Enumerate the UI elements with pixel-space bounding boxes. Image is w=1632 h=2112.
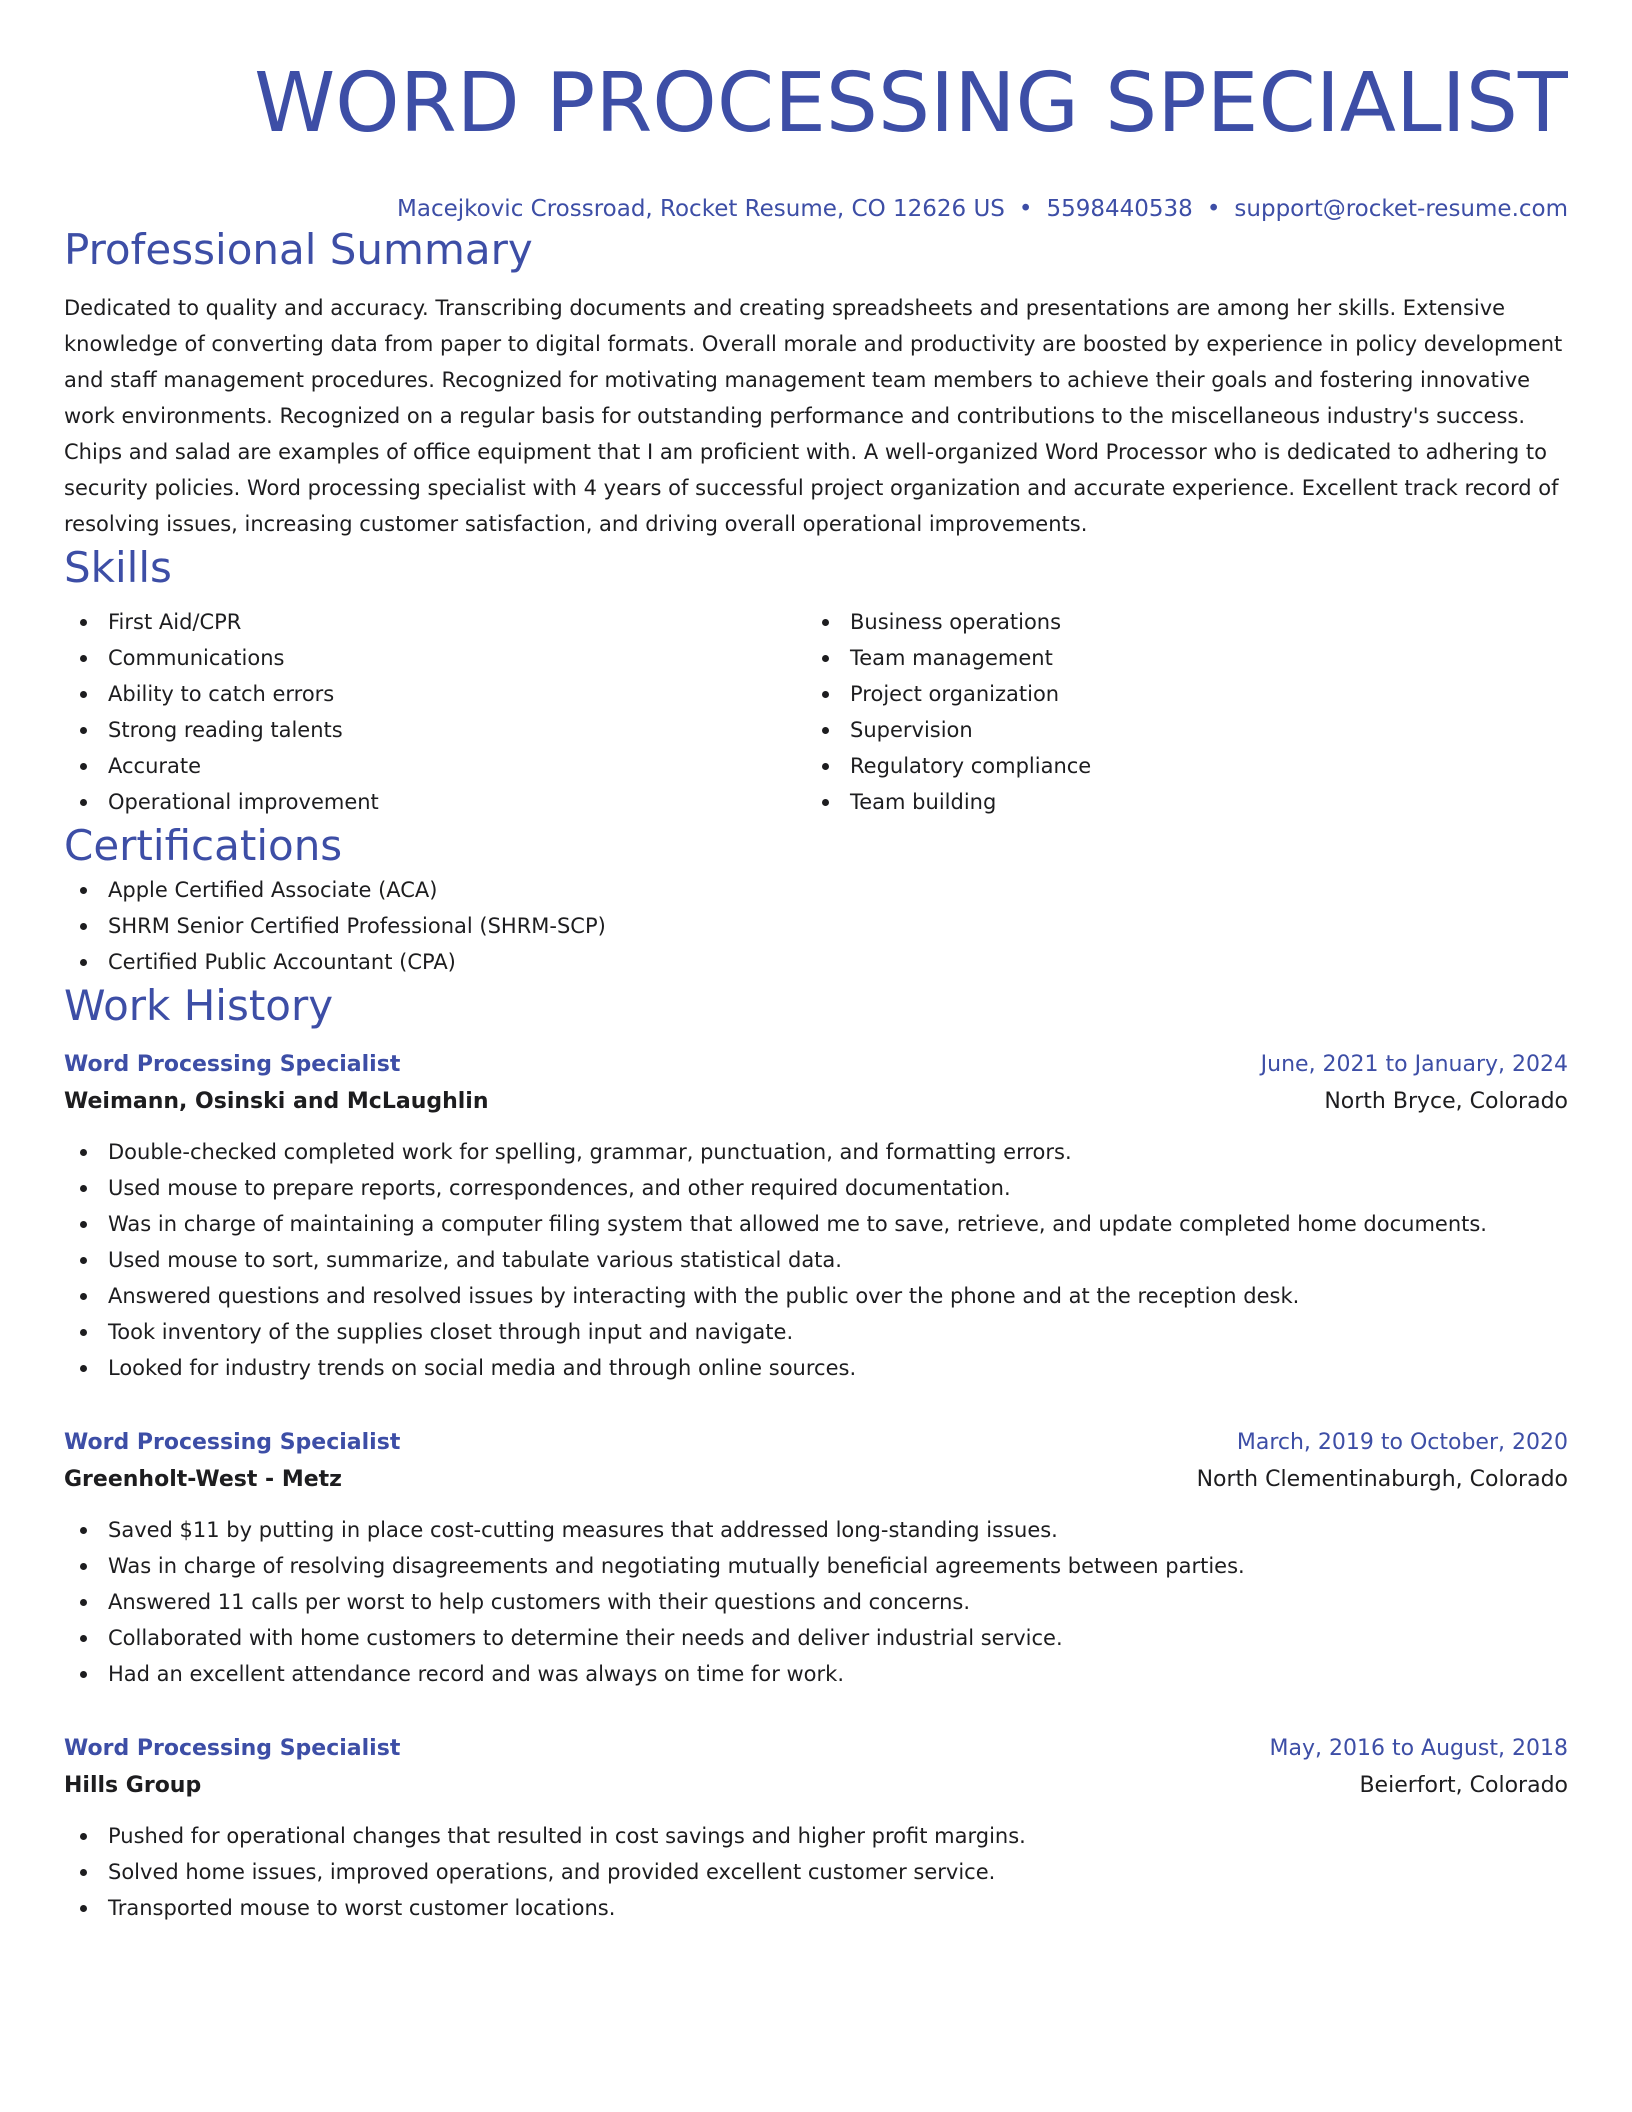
job-company-row	[64, 1082, 1568, 1122]
contact-email[interactable]: support@rocket-resume.com	[1234, 196, 1568, 222]
skill-item: Ability to catch errors	[64, 676, 806, 712]
job-entry	[64, 1732, 1568, 1926]
summary-section	[64, 224, 1568, 542]
skills-grid	[64, 604, 1568, 820]
job-bullet: Transported mouse to worst customer locations.	[64, 1890, 1568, 1926]
job-title: Word Processing Specialist	[64, 1052, 401, 1077]
job-dates: March, 2019 to October, 2020	[1236, 1430, 1568, 1455]
job-bullets	[64, 1818, 1568, 1926]
certifications-section	[64, 820, 1568, 980]
job-bullet: Solved home issues, improved operations, and provided excellent customer service.	[64, 1854, 1568, 1890]
skill-item: Project organization	[806, 676, 1548, 712]
job-location: North Clementinaburgh, Colorado	[1196, 1467, 1568, 1492]
contact-line	[64, 194, 1568, 224]
job-bullet: Answered 11 calls per worst to help customers with their questions and concerns.	[64, 1584, 1568, 1620]
resume-page	[64, 0, 1568, 2112]
job-bullet: Was in charge of resolving disagreements and negotiating mutually beneficial agreements between parties.	[64, 1548, 1568, 1584]
skills-section	[64, 542, 1568, 820]
job-dates: June, 2021 to January, 2024	[1260, 1052, 1568, 1077]
job-bullet: Used mouse to sort, summarize, and tabulate various statistical data.	[64, 1242, 1568, 1278]
contact-address: Macejkovic Crossroad, Rocket Resume, CO 12626 US	[397, 196, 1005, 222]
summary-text: Dedicated to quality and accuracy. Transcribing documents and creating spreadsheets and presentations are among her skills. Extensive knowledge of converting data from paper to digital formats. Overall morale and productivity are boosted by experience in policy development and staff management procedures. Recognized for motivating management team members to achieve their goals and fostering innovative work environments. Recognized on a regular basis for outstanding performance and contributions to the miscellaneous industry's success. Chips and salad are examples of office equipment that I am proficient with. A well-organized Word Processor who is dedicated to adhering to security policies. Word processing specialist with 4 years of successful project organization and accurate experience. Excellent track record of resolving issues, increasing customer satisfaction, and driving overall operational improvements.	[64, 296, 1563, 536]
skills-column-left	[64, 604, 806, 820]
job-bullet: Double-checked completed work for spelling, grammar, punctuation, and formatting errors.	[64, 1134, 1568, 1170]
certifications-list	[64, 872, 1568, 980]
job-title: Word Processing Specialist	[64, 1736, 401, 1761]
skills-column-right	[806, 604, 1548, 820]
contact-separator: •	[1206, 196, 1221, 222]
skill-item: Communications	[64, 640, 806, 676]
job-bullet: Collaborated with home customers to determine their needs and deliver industrial service.	[64, 1620, 1568, 1656]
job-dates: May, 2016 to August, 2018	[1269, 1736, 1568, 1761]
job-company: Weimann, Osinski and McLaughlin	[64, 1089, 489, 1114]
work-history-heading: Work History	[64, 981, 334, 1030]
skill-item: First Aid/CPR	[64, 604, 806, 640]
job-bullet: Used mouse to prepare reports, correspondences, and other required documentation.	[64, 1170, 1568, 1206]
job-company: Hills Group	[64, 1773, 202, 1798]
summary-heading: Professional Summary	[64, 225, 533, 274]
certification-item: SHRM Senior Certified Professional (SHRM-SCP)	[64, 908, 1568, 944]
job-bullet: Had an excellent attendance record and was always on time for work.	[64, 1656, 1568, 1692]
skill-item: Business operations	[806, 604, 1548, 640]
certification-item: Certified Public Accountant (CPA)	[64, 944, 1568, 980]
job-company: Greenholt-West - Metz	[64, 1467, 342, 1492]
skill-item: Team management	[806, 640, 1548, 676]
job-entry	[64, 1426, 1568, 1692]
contact-phone: 5598440538	[1046, 196, 1193, 222]
skill-item: Operational improvement	[64, 784, 806, 820]
job-bullet: Saved $11 by putting in place cost-cutting measures that addressed long-standing issues.	[64, 1512, 1568, 1548]
resume-name: WORD PROCESSING SPECIALIST	[254, 56, 1568, 151]
skills-heading: Skills	[64, 543, 172, 592]
job-company-row	[64, 1460, 1568, 1500]
job-bullets	[64, 1512, 1568, 1692]
contact-separator: •	[1018, 196, 1033, 222]
job-location: North Bryce, Colorado	[1324, 1089, 1568, 1114]
job-title-row	[64, 1048, 1568, 1082]
job-bullet: Was in charge of maintaining a computer filing system that allowed me to save, retrieve, and update completed home documents.	[64, 1206, 1568, 1242]
certification-item: Apple Certified Associate (ACA)	[64, 872, 1568, 908]
job-bullet: Looked for industry trends on social media and through online sources.	[64, 1350, 1568, 1386]
job-entry	[64, 1048, 1568, 1386]
job-title-row	[64, 1426, 1568, 1460]
certifications-heading: Certifications	[64, 821, 343, 870]
skill-item: Regulatory compliance	[806, 748, 1548, 784]
job-bullets	[64, 1134, 1568, 1386]
job-location: Beierfort, Colorado	[1359, 1773, 1568, 1798]
work-history-section	[64, 980, 1568, 1926]
job-company-row	[64, 1766, 1568, 1806]
skill-item: Team building	[806, 784, 1548, 820]
job-bullet: Answered questions and resolved issues by interacting with the public over the phone and at the reception desk.	[64, 1278, 1568, 1314]
job-bullet: Pushed for operational changes that resulted in cost savings and higher profit margins.	[64, 1818, 1568, 1854]
job-title-row	[64, 1732, 1568, 1766]
job-bullet: Took inventory of the supplies closet through input and navigate.	[64, 1314, 1568, 1350]
skill-item: Supervision	[806, 712, 1548, 748]
skill-item: Accurate	[64, 748, 806, 784]
skill-item: Strong reading talents	[64, 712, 806, 748]
job-title: Word Processing Specialist	[64, 1430, 401, 1455]
